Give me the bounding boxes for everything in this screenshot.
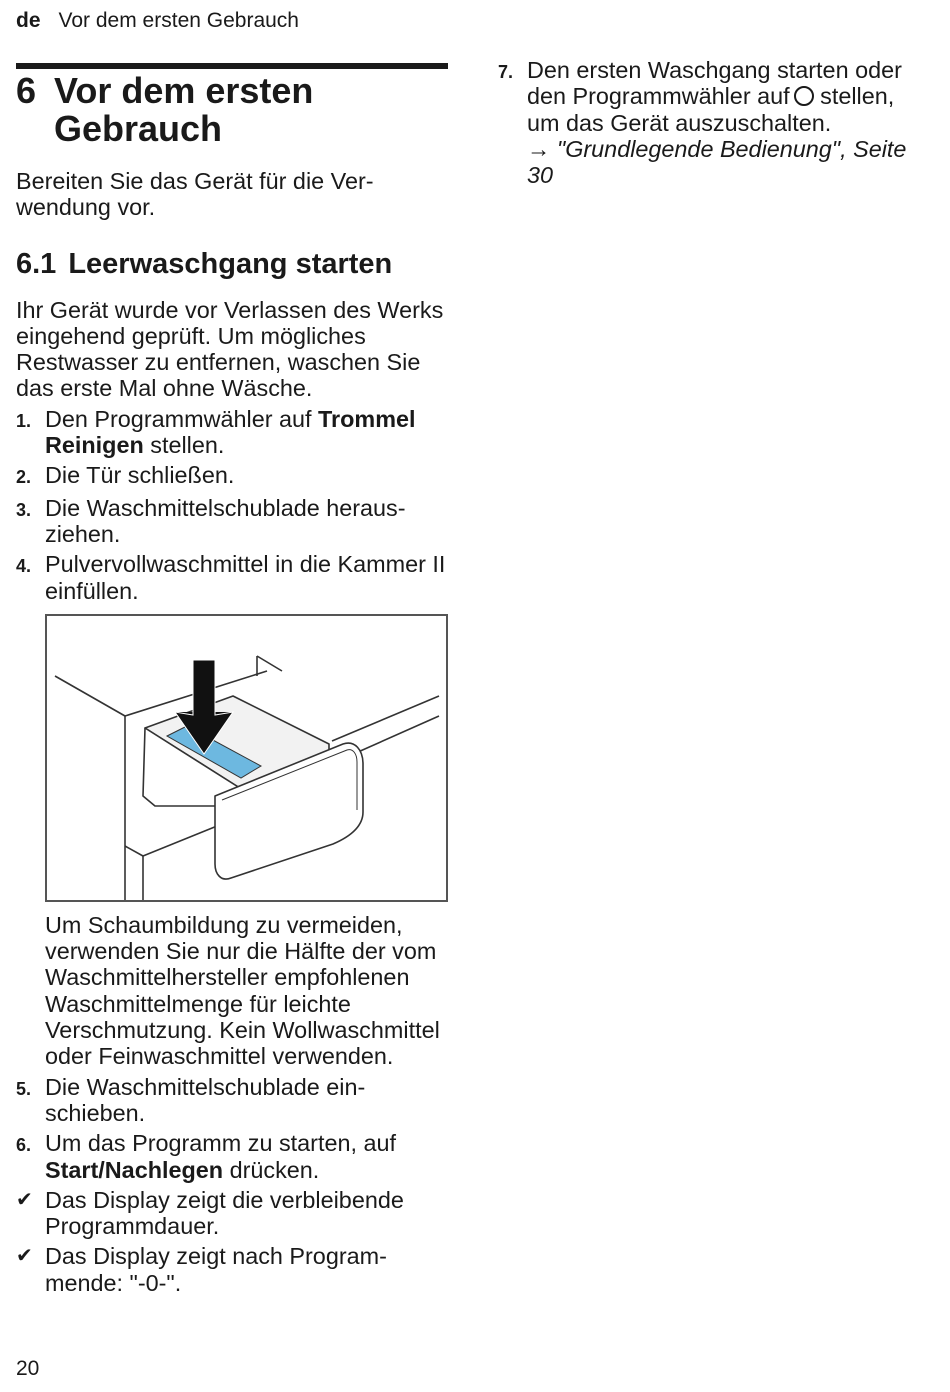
section-paragraph: Ihr Gerät wurde vor Verlassen des Werks eingehend geprüft. Um mögliches Restwasser zu entfernen, waschen Sie das erste Mal ohne Wäsche.	[16, 296, 444, 402]
chapter-title-line1: Vor dem ersten	[54, 70, 314, 111]
chapter-heading	[16, 72, 448, 148]
section-number: 6.1	[16, 247, 57, 280]
chapter-title	[54, 72, 313, 148]
step-text-pre: Um das Programm zu starten, auf	[45, 1130, 396, 1157]
section-heading	[16, 247, 448, 281]
detergent-drawer-illustration	[45, 614, 448, 902]
step-text-main: Den ersten Waschgang starten oder den Programmwähler auf	[527, 57, 902, 110]
right-column	[498, 57, 928, 188]
left-column	[16, 72, 448, 1296]
step-6	[16, 1130, 448, 1183]
step-7	[498, 57, 928, 188]
step-text-post: drücken.	[223, 1156, 320, 1183]
section-title: Leerwaschgang starten	[68, 247, 393, 280]
step-1	[16, 406, 448, 459]
intro-text: Bereiten Sie das Gerät für die Verwendung vor.	[16, 168, 374, 221]
button-name: Start/Nachlegen	[45, 1156, 224, 1183]
running-header	[16, 8, 299, 34]
chapter-title-line2: Gebrauch	[54, 108, 223, 149]
step-text: Die Waschmittelschublade einschieben.	[45, 1073, 366, 1126]
result-2	[16, 1243, 448, 1296]
step-number: 2.	[16, 467, 32, 488]
step-text	[527, 57, 928, 188]
checkmark-icon: ✔	[16, 1245, 33, 1268]
language-code: de	[16, 9, 41, 32]
cross-reference-link[interactable]: → "Grundlegende Bedienung", Seite 30	[527, 135, 907, 189]
step-number: 4.	[16, 556, 32, 577]
chapter-number: 6	[16, 70, 37, 111]
page-number: 20	[16, 1357, 40, 1380]
step-number: 7.	[498, 62, 514, 82]
drawer-drawing	[47, 616, 446, 900]
step-text: Die Tür schließen.	[45, 462, 235, 489]
step-number: 6.	[16, 1135, 32, 1156]
step-text	[45, 1130, 448, 1183]
checkmark-icon: ✔	[16, 1188, 33, 1211]
dosage-note: Um Schaumbildung zu vermeiden, verwenden Sie nur die Hälfte der vom Waschmittelhersteller empfohlenen Waschmittelmenge für leichte Verschmutzung. Kein Wollwaschmittel oder Feinwaschmittel verwenden.	[45, 911, 440, 1070]
program-name: Trommel Reinigen	[45, 405, 416, 459]
step-text	[45, 406, 448, 459]
chapter-rule	[16, 63, 448, 69]
step-text-cont: stellen, um das Gerät auszuschalten.	[527, 83, 895, 136]
result-1	[16, 1187, 448, 1240]
step-text: Die Waschmittelschublade herausziehen.	[45, 494, 406, 547]
header-title: Vor dem ersten Gebrauch	[58, 9, 299, 32]
result-text: Das Display zeigt nach Programmende: "-0-".	[45, 1243, 387, 1296]
step-4	[16, 551, 448, 604]
step-text-pre: Den Programmwähler auf	[45, 405, 319, 432]
step-text: Pulvervollwaschmittel in die Kammer II einfüllen.	[45, 551, 446, 604]
step-number: 1.	[16, 410, 32, 431]
step-2	[16, 462, 448, 490]
step-text-post: stellen.	[143, 432, 225, 459]
step-number: 5.	[16, 1078, 32, 1099]
step-3	[16, 495, 448, 548]
step-number: 3.	[16, 499, 32, 520]
step-5	[16, 1074, 448, 1127]
result-text: Das Display zeigt die verbleibende Programmdauer.	[45, 1186, 404, 1240]
off-position-icon	[794, 86, 814, 106]
